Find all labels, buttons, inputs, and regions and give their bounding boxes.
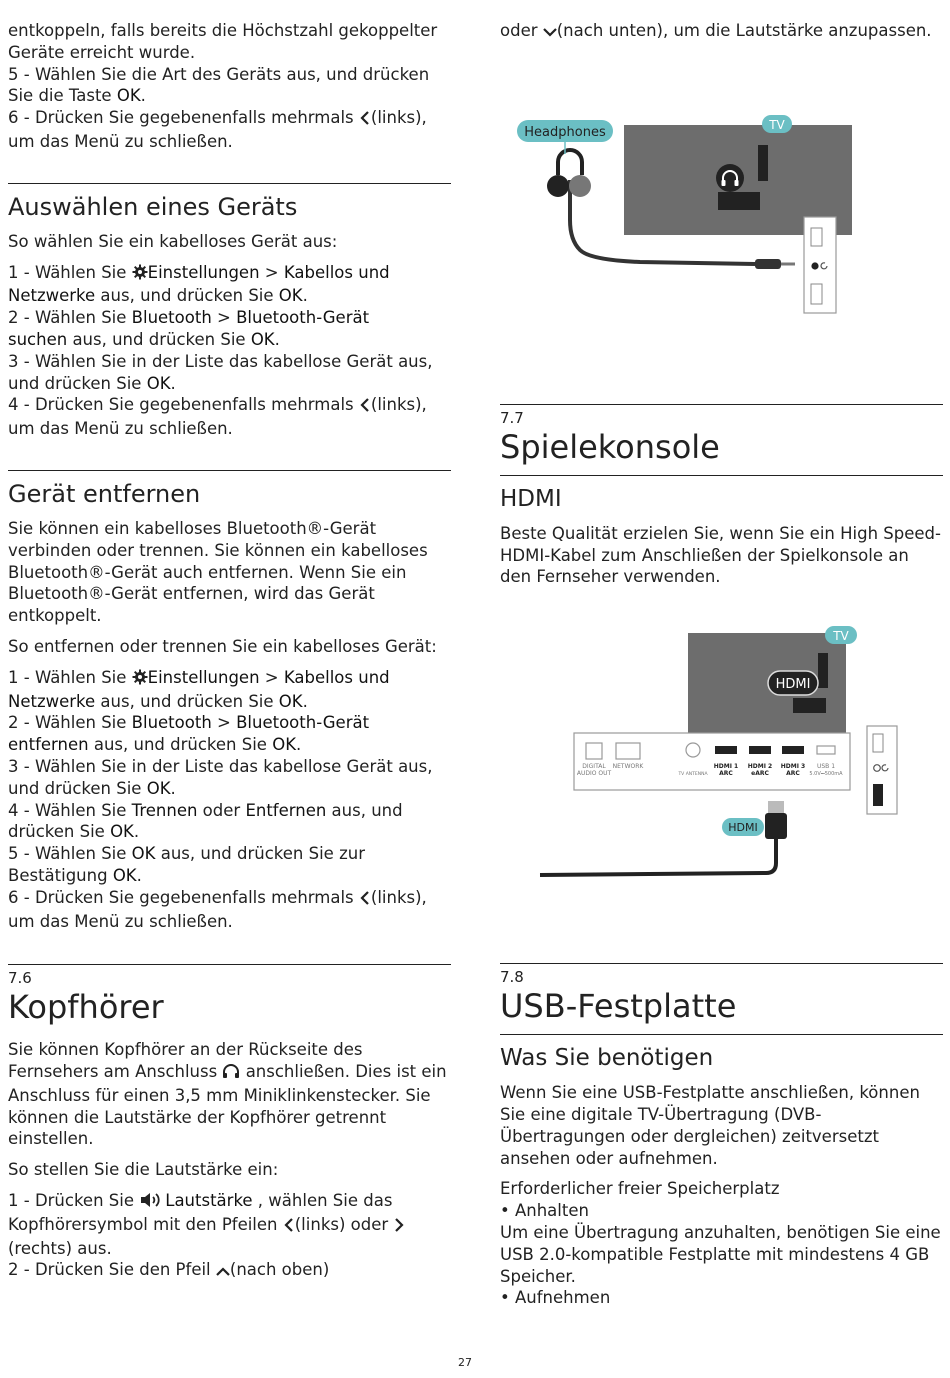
usb-paragraph [500, 1082, 943, 1169]
bullet-record: • Aufnehmen [500, 1288, 611, 1308]
step-text: (links), [370, 108, 427, 128]
paragraph-line: den Fernseher verwenden. [500, 567, 721, 587]
step-1-line-2 [8, 1214, 451, 1238]
hdmi-tv-badge-label: HDMI [775, 677, 811, 693]
ok-key-label: OK [112, 865, 137, 885]
headphones-connection-diagram [500, 100, 943, 350]
step-text: 1 - Drücken Sie [8, 1191, 140, 1211]
port-label: HDMI 3 [780, 763, 806, 771]
step-1-line [8, 262, 451, 286]
section-title-remove-device: Gerät entfernen [8, 479, 201, 508]
headphones-paragraph [8, 1039, 451, 1150]
tv-headphone-port-icon [716, 164, 744, 192]
menu-option-label: Trennen [131, 800, 198, 820]
step-3-line-2 [8, 778, 451, 800]
step-text: 6 - Drücken Sie gegebenenfalls mehrmals [8, 108, 359, 128]
jack-plug [755, 259, 781, 269]
paragraph-text: anschließen. Dies ist ein [240, 1062, 447, 1082]
period: . [140, 86, 146, 106]
step-6-line [8, 887, 451, 911]
step-1-line-2 [8, 691, 451, 713]
period: . [302, 691, 308, 711]
ok-key-label: OK [278, 691, 303, 711]
paragraph-line: verbinden oder trennen. Sie können ein kabelloses [8, 540, 428, 560]
period: . [302, 286, 308, 306]
paragraph-text: Fernsehers am Anschluss [8, 1062, 223, 1082]
step-1-line-3: (rechts) aus. [8, 1238, 112, 1258]
step-2-line [8, 307, 451, 329]
storage-requirements-title: Erforderlicher freier Speicherplatz [500, 1179, 780, 1199]
tv-connector-block [793, 698, 826, 713]
step-text: aus, und drücken Sie [67, 329, 251, 349]
chevron-up-icon [216, 1261, 230, 1283]
paragraph-line: HDMI-Kabel zum Anschließen der Spielkonsole an [500, 545, 909, 565]
select-steps [8, 262, 451, 440]
step-text: Bestätigung [8, 865, 113, 885]
chevron-left-icon [359, 109, 371, 131]
menu-path-label: Netzwerke [8, 691, 96, 711]
step-text: drücken Sie [8, 822, 111, 842]
step-text: (nach oben) [229, 1260, 330, 1280]
paragraph-line: Sie können Kopfhörer an der Rückseite des [8, 1040, 363, 1060]
bullet-pause: • Anhalten [500, 1201, 589, 1221]
hdmi-cable-callout-label: HDMI [728, 821, 758, 835]
page-number: 27 [458, 1356, 472, 1369]
step-3-line: 3 - Wählen Sie in der Liste das kabellose Gerät aus, [8, 756, 433, 776]
chapter-title-headphones: Kopfhörer [8, 988, 164, 1027]
chevron-left-icon [359, 889, 371, 911]
menu-path-label: entfernen [8, 735, 89, 755]
hdmi-3-port [782, 746, 804, 754]
step-text: 2 - Drücken Sie den Pfeil [8, 1260, 216, 1280]
section-title-requirements: Was Sie benötigen [500, 1045, 714, 1072]
step-1-line [8, 667, 451, 691]
side-hdmi-port [873, 784, 883, 806]
chapter-divider [500, 963, 943, 964]
separator: > [211, 713, 237, 733]
chapter-number: 7.6 [8, 969, 32, 988]
gear-icon [132, 669, 148, 691]
rear-port-panel [574, 733, 850, 790]
period: . [296, 735, 302, 755]
headphones-icon [222, 1063, 240, 1085]
step-text: und drücken Sie [8, 778, 147, 798]
port-label: 5.0V⎓500mA [809, 771, 843, 778]
menu-path-label: Kabellos und [283, 667, 390, 687]
ok-key-label: OK [146, 373, 171, 393]
chevron-right-icon [393, 1216, 405, 1238]
step-1-line [8, 1190, 451, 1214]
step-text: (links) oder [294, 1214, 394, 1234]
volume-intro: So stellen Sie die Lautstärke ein: [8, 1160, 279, 1180]
step-4-line-2 [8, 821, 451, 843]
step-text: 6 - Drücken Sie gegebenenfalls mehrmals [8, 887, 359, 907]
paragraph-line [8, 1061, 451, 1085]
step-text: aus, und drücken Sie [95, 286, 279, 306]
step-text: und drücken Sie [8, 373, 147, 393]
ok-key-label: OK [110, 822, 134, 842]
hdmi-plug-tip [768, 801, 784, 815]
paragraph-line: entkoppelt. [8, 606, 102, 626]
paragraph-line: Beste Qualität erzielen Sie, wenn Sie ein High Speed- [500, 523, 941, 543]
step-2-line [8, 1259, 451, 1283]
step-text: 1 - Wählen Sie [8, 667, 132, 687]
step-text: aus, und drücken Sie [88, 735, 273, 755]
step-text: aus, und [326, 800, 403, 820]
step-6-line-2: um das Menü zu schließen. [8, 911, 233, 931]
period: . [170, 373, 176, 393]
period: . [274, 329, 280, 349]
section-divider [8, 470, 451, 471]
hdmi-2-port [749, 746, 771, 754]
step-5-line-2 [8, 865, 451, 887]
step-text: 4 - Wählen Sie [8, 800, 132, 820]
step-text: (links), [370, 887, 427, 907]
volume-label: Lautstärke [165, 1191, 253, 1211]
menu-path-label: Bluetooth [131, 713, 212, 733]
step-text: 1 - Wählen Sie [8, 262, 132, 282]
paragraph-line: Anschluss für einen 3,5 mm Miniklinkenstecker. Sie [8, 1085, 431, 1105]
port-label: HDMI 2 [747, 763, 773, 771]
remove-steps [8, 667, 451, 933]
hdmi-diagram-svg [500, 608, 943, 908]
menu-path-label: Netzwerke [8, 286, 96, 306]
paragraph-line: Sie können ein kabelloses Bluetooth®-Gerät [8, 518, 377, 538]
step-text: oder [197, 800, 246, 820]
paragraph-line: USB 2.0-kompatible Festplatte mit mindestens 4 GB [500, 1244, 930, 1264]
settings-label: Einstellungen [147, 667, 260, 687]
step-4-line [8, 800, 451, 822]
port-label: HDMI 1 [713, 763, 739, 771]
step-text: 4 - Drücken Sie gegebenenfalls mehrmals [8, 395, 359, 415]
step-text: , wählen Sie das [252, 1191, 393, 1211]
section-divider [500, 1034, 943, 1035]
step-2-line-2 [8, 734, 451, 756]
paragraph-line: Übertragungen oder dergleichen) zeitversetzt [500, 1126, 879, 1146]
ok-key-label: OK [131, 844, 156, 864]
step-1-line-2 [8, 285, 451, 307]
side-headphone-jack [811, 262, 818, 269]
step-4-line [8, 394, 451, 418]
step-text: Kopfhörersymbol mit den Pfeilen [8, 1214, 283, 1234]
menu-path-label: Kabellos und [283, 262, 390, 282]
ok-key-label: OK [116, 86, 141, 106]
separator: > [211, 308, 237, 328]
left-column [8, 20, 451, 1283]
storage-requirements [500, 1178, 943, 1309]
section-divider [500, 475, 943, 476]
volume-icon [139, 1192, 165, 1214]
section-title-hdmi: HDMI [500, 485, 562, 512]
hdmi-cable [540, 839, 776, 875]
separator: > [259, 262, 284, 282]
step-text: oder [500, 21, 543, 40]
tv-stand-bracket [758, 145, 768, 181]
period: . [136, 865, 142, 885]
gear-icon [132, 264, 148, 286]
chevron-left-icon [283, 1216, 295, 1238]
headphones-callout-label: Headphones [524, 124, 606, 140]
chapter-number: 7.8 [500, 968, 524, 987]
ok-key-label: OK [250, 329, 275, 349]
port-label: ARC [786, 770, 800, 778]
port-label: eARC [751, 770, 769, 778]
intro-steps [8, 20, 451, 153]
hdmi-1-port [715, 746, 737, 754]
tv-callout-label: TV [833, 629, 849, 644]
port-label: USB 1 [816, 763, 836, 771]
chapter-title-game-console: Spielekonsole [500, 427, 720, 466]
chapter-title-usb-hdd: USB-Festplatte [500, 987, 737, 1026]
hdmi-connection-diagram [500, 608, 943, 908]
step-3-line-2 [8, 373, 451, 395]
step-text: Sie die Taste [8, 86, 117, 106]
remove-paragraph [8, 518, 451, 627]
chapter-divider [8, 964, 451, 965]
step-text: 2 - Wählen Sie [8, 713, 132, 733]
tv-callout-label: TV [769, 117, 785, 132]
step-text: 2 - Wählen Sie [8, 308, 132, 328]
step-6-line [8, 107, 451, 131]
paragraph-line: ansehen oder aufnehmen. [500, 1148, 718, 1168]
chevron-left-icon [359, 396, 371, 418]
hdmi-plug [765, 813, 787, 839]
step-text: 5 - Wählen Sie [8, 844, 132, 864]
separator: > [259, 667, 284, 687]
paragraph-line: Um eine Übertragung anzuhalten, benötigen Sie eine [500, 1222, 941, 1242]
ok-key-label: OK [146, 778, 171, 798]
headphones-diagram-svg [500, 100, 943, 350]
paragraph-line: Bluetooth®-Gerät entfernen, wird das Gerät [8, 584, 375, 604]
port-label: AUDIO OUT [576, 770, 612, 778]
section-divider [8, 183, 451, 184]
step-5-line: 5 - Wählen Sie die Art des Geräts aus, und drücken [8, 64, 430, 84]
step-5-line-2 [8, 85, 451, 107]
step-6-line-2: um das Menü zu schließen. [8, 131, 233, 151]
menu-path-label: Bluetooth-Gerät [236, 308, 370, 328]
step-text: (nach unten), um die Lautstärke anzupassen. [556, 21, 932, 40]
period: . [133, 822, 140, 842]
select-intro: So wählen Sie ein kabelloses Gerät aus: [8, 231, 338, 251]
port-label: NETWORK [612, 763, 644, 771]
chapter-divider [500, 404, 943, 405]
step-text: (links), [370, 395, 427, 415]
remove-intro: So entfernen oder trennen Sie ein kabelloses Gerät: [8, 636, 437, 656]
side-port-panel [804, 217, 836, 313]
chevron-down-icon [543, 22, 557, 44]
menu-path-label: suchen [8, 329, 68, 349]
right-column [500, 20, 943, 1309]
section-title-select-device: Auswählen eines Geräts [8, 192, 298, 221]
paragraph-line: Sie eine digitale TV-Übertragung (DVB- [500, 1104, 822, 1124]
step-text: aus, und drücken Sie zur [155, 844, 365, 864]
intro-line: Geräte erreicht wurde. [8, 42, 196, 62]
step-5-line [8, 843, 451, 865]
menu-path-label: Bluetooth [131, 308, 212, 328]
period: . [170, 778, 176, 798]
ok-key-label: OK [272, 735, 297, 755]
ok-key-label: OK [278, 286, 303, 306]
port-label: ARC [719, 770, 733, 778]
tv-stand-bracket [818, 653, 828, 688]
paragraph-line: können die Lautstärke der Kopfhörer getrennt [8, 1107, 387, 1127]
paragraph-line: Wenn Sie eine USB-Festplatte anschließen, können [500, 1083, 920, 1103]
tv-connector-block [718, 192, 760, 210]
settings-label: Einstellungen [147, 262, 260, 282]
paragraph-line: Speicher. [500, 1266, 576, 1286]
menu-path-label: Bluetooth-Gerät [236, 713, 370, 733]
step-text: aus, und drücken Sie [95, 691, 279, 711]
chapter-number: 7.7 [500, 408, 524, 427]
port-label: DIGITAL [582, 763, 606, 771]
paragraph-line: Bluetooth®-Gerät auch entfernen. Wenn Sie ein [8, 562, 407, 582]
volume-steps [8, 1190, 451, 1283]
port-label: TV ANTENNA [678, 772, 708, 778]
intro-line: entkoppeln, falls bereits die Höchstzahl gekoppelter [8, 21, 438, 40]
step-2-line [8, 712, 451, 734]
paragraph-line: einstellen. [8, 1129, 94, 1149]
menu-option-label: Entfernen [245, 800, 327, 820]
volume-step-continuation [500, 20, 943, 44]
hdmi-paragraph [500, 523, 943, 588]
step-2-line-2 [8, 329, 451, 351]
step-3-line: 3 - Wählen Sie in der Liste das kabellose Gerät aus, [8, 351, 433, 371]
step-4-line-2: um das Menü zu schließen. [8, 419, 233, 439]
